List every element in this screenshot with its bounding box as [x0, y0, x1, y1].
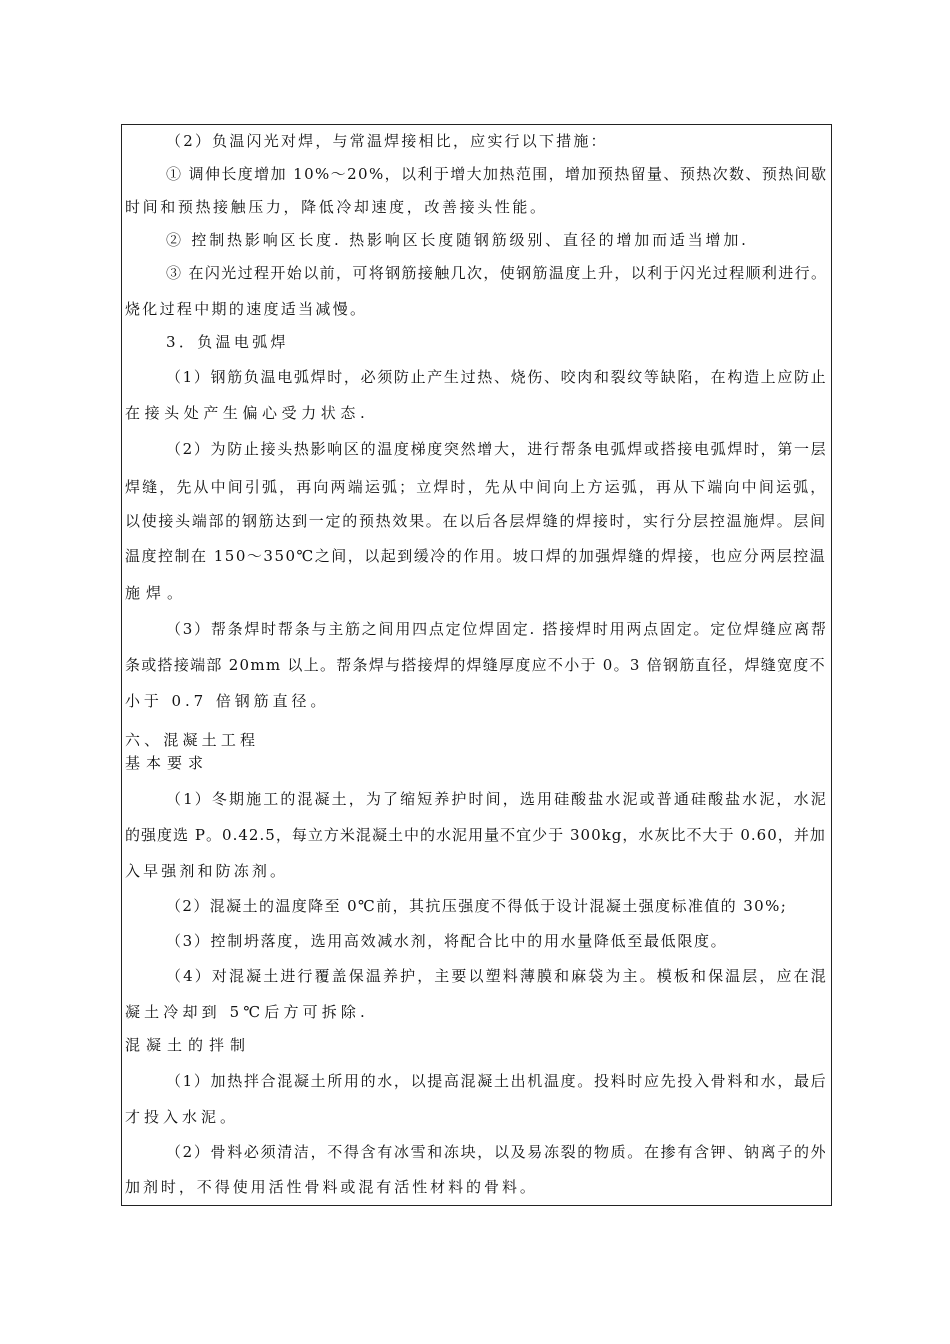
text-line: （3）帮条焊时帮条与主筋之间用四点定位焊固定. 搭接焊时用两点固定。定位焊缝应离帮: [166, 620, 828, 638]
text-line: 烧化过程中期的速度适当减慢。: [125, 300, 368, 318]
subsection-heading: 混凝土的拌制: [125, 1036, 252, 1054]
text-line: 的强度选 P。0.42.5，每立方米混凝土中的水泥用量不宜少于 300kg，水灰比不大于 0.60，并加: [125, 826, 826, 844]
text-line: 加剂时，不得使用活性骨料或混有活性材料的骨料。: [125, 1178, 538, 1196]
text-line: （1）冬期施工的混凝土，为了缩短养护时间，选用硅酸盐水泥或普通硅酸盐水泥，水泥: [166, 790, 828, 808]
text-line: 以使接头端部的钢筋达到一定的预热效果。在以后各层焊缝的焊接时，实行分层控温施焊。层间: [125, 512, 827, 530]
text-line: ① 调伸长度增加 10%～20%，以利于增大加热范围，增加预热留量、预热次数、预热间歇: [166, 165, 828, 183]
text-line: 入早强剂和防冻剂。: [125, 862, 289, 880]
text-line: 小于 0.7 倍钢筋直径。: [125, 692, 330, 710]
text-line: （1）加热拌合混凝土所用的水，以提高混凝土出机温度。投料时应先投入骨料和水，最后: [166, 1072, 828, 1090]
text-line: 凝土冷却到 5℃后方可拆除.: [125, 1003, 369, 1021]
text-line: 焊缝，先从中间引弧，再向两端运弧；立焊时，先从中间向上方运弧，再从下端向中间运弧，: [125, 478, 828, 496]
text-line: 温度控制在 150～350℃之间，以起到缓冷的作用。坡口焊的加强焊缝的焊接，也应分两层控温: [125, 547, 827, 565]
text-line: 施焊。: [125, 584, 189, 602]
text-line: （4）对混凝土进行覆盖保温养护，主要以塑料薄膜和麻袋为主。模板和保温层，应在混: [166, 967, 828, 985]
section-heading: 3．负温电弧焊: [166, 333, 289, 351]
text-line: 条或搭接端部 20mm 以上。帮条焊与搭接焊的焊缝厚度应不小于 0。3 倍钢筋直径，焊缝宽度不: [125, 656, 826, 674]
section-heading: 六、混凝土工程: [125, 731, 260, 749]
text-line: （2）混凝土的温度降至 0℃前，其抗压强度不得低于设计混凝土强度标准值的 30%;: [166, 897, 788, 915]
text-line: ② 控制热影响区长度. 热影响区长度随钢筋级别、直径的增加而适当增加.: [166, 231, 749, 249]
text-line: （1）钢筋负温电弧焊时，必须防止产生过热、烧伤、咬肉和裂纹等缺陷，在构造上应防止: [166, 368, 828, 386]
text-line: ③ 在闪光过程开始以前，可将钢筋接触几次，使钢筋温度上升，以利于闪光过程顺利进行。: [166, 264, 828, 282]
text-line: 在接头处产生偏心受力状态.: [125, 404, 370, 422]
text-line: （2）负温闪光对焊，与常温焊接相比，应实行以下措施：: [166, 132, 608, 150]
text-line: 才投入水泥。: [125, 1108, 240, 1126]
subsection-heading: 基本要求: [125, 754, 210, 772]
text-line: （2）骨料必须清洁，不得含有冰雪和冻块，以及易冻裂的物质。在掺有含钾、钠离子的外: [166, 1143, 828, 1161]
text-line: （2）为防止接头热影响区的温度梯度突然增大，进行帮条电弧焊或搭接电弧焊时，第一层: [166, 440, 828, 458]
content-table-cell: [121, 124, 832, 1206]
text-line: 时间和预热接触压力，降低冷却速度，改善接头性能。: [125, 198, 548, 216]
text-line: （3）控制坍落度，选用高效减水剂，将配合比中的用水量降低至最低限度。: [166, 932, 728, 950]
